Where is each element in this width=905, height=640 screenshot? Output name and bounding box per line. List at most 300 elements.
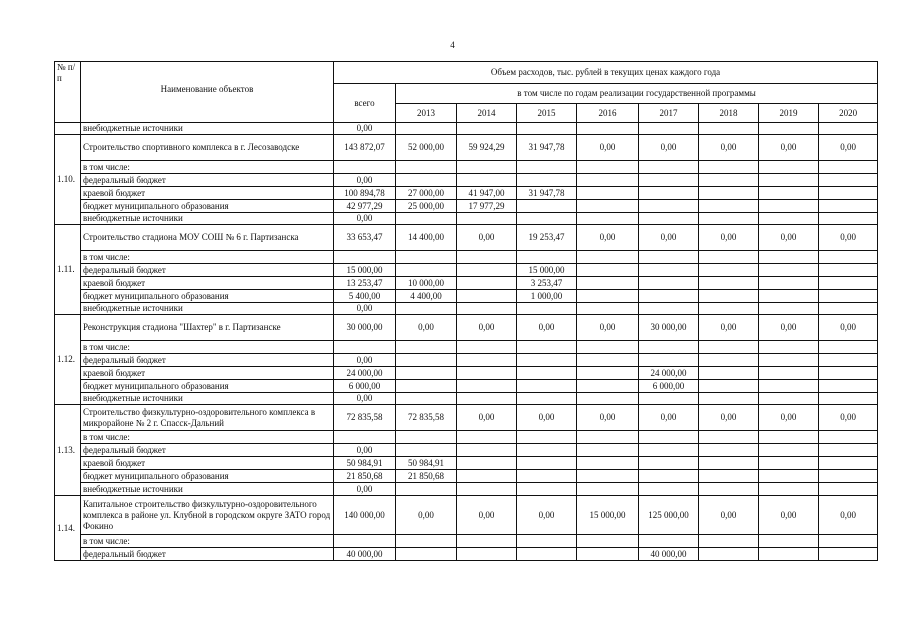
- year-value: [577, 303, 639, 315]
- year-value: [699, 200, 759, 213]
- total-value: 42 977,29: [334, 200, 396, 213]
- total-value: 0,00: [334, 354, 396, 367]
- year-value: 27 000,00: [396, 187, 457, 200]
- sub-row: [55, 354, 878, 367]
- year-value: [396, 393, 457, 405]
- sub-row: [55, 470, 878, 483]
- year-value: 6 000,00: [639, 380, 699, 393]
- year-value: [396, 174, 457, 187]
- year-value: 24 000,00: [639, 367, 699, 380]
- year-header: 2017: [639, 104, 699, 123]
- year-value: [457, 548, 517, 561]
- year-value: 0,00: [699, 225, 759, 251]
- year-value: 0,00: [639, 405, 699, 431]
- sub-row: [55, 174, 878, 187]
- year-value: [577, 393, 639, 405]
- year-value: [457, 277, 517, 290]
- year-value: [639, 470, 699, 483]
- year-value: 15 000,00: [577, 496, 639, 535]
- year-value: [819, 535, 878, 548]
- table-body: [55, 123, 878, 561]
- year-value: [577, 213, 639, 225]
- year-value: 3 253,47: [517, 277, 577, 290]
- year-header: 2018: [699, 104, 759, 123]
- year-value: [639, 187, 699, 200]
- source-name: в том числе:: [81, 341, 334, 354]
- total-value: 0,00: [334, 393, 396, 405]
- year-value: [699, 174, 759, 187]
- year-value: [457, 367, 517, 380]
- year-value: [457, 470, 517, 483]
- year-value: [396, 535, 457, 548]
- total-value: 0,00: [334, 444, 396, 457]
- year-value: [699, 277, 759, 290]
- year-value: 31 947,78: [517, 187, 577, 200]
- year-value: [396, 380, 457, 393]
- total-value: [334, 251, 396, 264]
- year-value: [457, 444, 517, 457]
- year-value: [517, 354, 577, 367]
- year-value: [396, 341, 457, 354]
- year-value: [517, 341, 577, 354]
- year-value: 72 835,58: [396, 405, 457, 431]
- year-value: [699, 535, 759, 548]
- year-value: [819, 161, 878, 174]
- year-value: [639, 123, 699, 135]
- year-value: [639, 457, 699, 470]
- year-value: [759, 303, 819, 315]
- year-value: [639, 277, 699, 290]
- year-value: [517, 251, 577, 264]
- year-value: 41 947,00: [457, 187, 517, 200]
- year-value: 25 000,00: [396, 200, 457, 213]
- year-value: 14 400,00: [396, 225, 457, 251]
- year-value: [819, 290, 878, 303]
- year-value: 19 253,47: [517, 225, 577, 251]
- year-value: 0,00: [457, 496, 517, 535]
- year-value: [577, 187, 639, 200]
- year-value: [699, 187, 759, 200]
- source-name: федеральный бюджет: [81, 354, 334, 367]
- year-header: 2020: [819, 104, 878, 123]
- year-value: [457, 354, 517, 367]
- item-number: 1.13.: [55, 405, 81, 496]
- year-value: [639, 483, 699, 496]
- year-value: [759, 354, 819, 367]
- year-value: [639, 200, 699, 213]
- total-value: 0,00: [334, 303, 396, 315]
- total-value: [334, 341, 396, 354]
- name-header: Наименование объектов: [81, 62, 334, 123]
- year-value: [577, 354, 639, 367]
- year-value: [819, 457, 878, 470]
- total-value: 13 253,47: [334, 277, 396, 290]
- year-value: 50 984,91: [396, 457, 457, 470]
- year-header: 2016: [577, 104, 639, 123]
- year-value: [639, 354, 699, 367]
- year-value: 0,00: [457, 225, 517, 251]
- total-value: 5 400,00: [334, 290, 396, 303]
- year-value: [699, 303, 759, 315]
- year-value: [699, 290, 759, 303]
- source-name: внебюджетные источники: [81, 213, 334, 225]
- year-value: [457, 174, 517, 187]
- year-value: [699, 431, 759, 444]
- year-value: [639, 174, 699, 187]
- source-name: бюджет муниципального образования: [81, 380, 334, 393]
- year-value: [457, 393, 517, 405]
- year-header: 2015: [517, 104, 577, 123]
- year-value: [517, 470, 577, 483]
- year-value: [759, 251, 819, 264]
- total-value: 0,00: [334, 123, 396, 135]
- year-value: 0,00: [819, 315, 878, 341]
- year-value: [577, 548, 639, 561]
- year-value: [639, 393, 699, 405]
- total-value: 6 000,00: [334, 380, 396, 393]
- year-value: [396, 354, 457, 367]
- source-name: в том числе:: [81, 251, 334, 264]
- year-value: 10 000,00: [396, 277, 457, 290]
- sub-row: [55, 277, 878, 290]
- sub-row: [55, 251, 878, 264]
- year-value: [577, 444, 639, 457]
- budget-table: [54, 61, 878, 561]
- year-value: [517, 393, 577, 405]
- total-value: [334, 431, 396, 444]
- year-value: 0,00: [759, 315, 819, 341]
- year-value: [577, 431, 639, 444]
- total-value: 21 850,68: [334, 470, 396, 483]
- page-number: 4: [450, 40, 455, 50]
- year-value: [457, 213, 517, 225]
- year-value: [639, 251, 699, 264]
- year-value: 0,00: [819, 405, 878, 431]
- year-value: [396, 431, 457, 444]
- sub-row: [55, 290, 878, 303]
- source-name: бюджет муниципального образования: [81, 200, 334, 213]
- item-name: Строительство физкультурно-оздоровительного комплекса в микрорайоне № 2 г. Спасск-Дальний: [81, 405, 334, 431]
- year-value: 52 000,00: [396, 135, 457, 161]
- source-name: внебюджетные источники: [81, 123, 334, 135]
- year-value: [577, 380, 639, 393]
- year-value: [819, 251, 878, 264]
- year-value: 4 400,00: [396, 290, 457, 303]
- year-value: 0,00: [819, 135, 878, 161]
- item-number: 1.14.: [55, 496, 81, 561]
- year-value: [759, 470, 819, 483]
- year-value: 0,00: [457, 405, 517, 431]
- year-value: [819, 123, 878, 135]
- year-value: [699, 483, 759, 496]
- year-value: 1 000,00: [517, 290, 577, 303]
- year-header: 2019: [759, 104, 819, 123]
- year-value: [759, 393, 819, 405]
- year-value: [699, 213, 759, 225]
- year-value: [577, 367, 639, 380]
- year-value: [639, 444, 699, 457]
- year-value: [819, 393, 878, 405]
- year-value: [819, 548, 878, 561]
- sub-row: [55, 431, 878, 444]
- year-value: [759, 213, 819, 225]
- year-value: [819, 444, 878, 457]
- year-value: 0,00: [759, 225, 819, 251]
- year-value: [759, 277, 819, 290]
- year-value: [517, 535, 577, 548]
- by-years-header: в том числе по годам реализации государственной программы: [396, 84, 878, 104]
- year-value: 59 924,29: [457, 135, 517, 161]
- year-value: 0,00: [396, 496, 457, 535]
- year-value: [819, 174, 878, 187]
- year-value: [699, 341, 759, 354]
- year-value: 31 947,78: [517, 135, 577, 161]
- source-name: краевой бюджет: [81, 277, 334, 290]
- sub-row: [55, 393, 878, 405]
- year-value: 40 000,00: [639, 548, 699, 561]
- sub-row: [55, 303, 878, 315]
- year-value: [819, 187, 878, 200]
- year-value: [759, 367, 819, 380]
- source-name: федеральный бюджет: [81, 174, 334, 187]
- year-value: [517, 548, 577, 561]
- year-value: [457, 431, 517, 444]
- item-number-empty: [55, 123, 81, 135]
- year-value: 0,00: [517, 405, 577, 431]
- total-value: 72 835,58: [334, 405, 396, 431]
- year-value: [699, 548, 759, 561]
- year-value: 0,00: [699, 135, 759, 161]
- source-name: внебюджетные источники: [81, 303, 334, 315]
- year-value: 0,00: [577, 315, 639, 341]
- year-value: [759, 483, 819, 496]
- sub-row: [55, 483, 878, 496]
- year-value: [457, 303, 517, 315]
- year-value: [699, 161, 759, 174]
- year-value: [819, 341, 878, 354]
- item-row: [55, 135, 878, 161]
- year-value: 0,00: [457, 315, 517, 341]
- year-value: [577, 174, 639, 187]
- year-value: [517, 380, 577, 393]
- item-number: 1.10.: [55, 135, 81, 225]
- year-value: [457, 483, 517, 496]
- year-value: [517, 367, 577, 380]
- year-value: [396, 213, 457, 225]
- year-value: 0,00: [759, 405, 819, 431]
- year-value: [639, 161, 699, 174]
- year-value: [457, 264, 517, 277]
- year-value: [759, 290, 819, 303]
- year-value: 0,00: [577, 135, 639, 161]
- year-value: 0,00: [639, 225, 699, 251]
- year-value: [577, 470, 639, 483]
- year-value: 0,00: [699, 405, 759, 431]
- item-row: [55, 405, 878, 431]
- total-value: 33 653,47: [334, 225, 396, 251]
- year-value: [396, 367, 457, 380]
- year-value: [396, 161, 457, 174]
- year-header: 2014: [457, 104, 517, 123]
- year-value: [759, 123, 819, 135]
- year-value: [819, 380, 878, 393]
- year-value: [577, 341, 639, 354]
- total-value: 30 000,00: [334, 315, 396, 341]
- year-value: [699, 251, 759, 264]
- year-value: 0,00: [577, 405, 639, 431]
- year-value: [457, 251, 517, 264]
- year-value: [699, 123, 759, 135]
- year-value: [819, 200, 878, 213]
- year-value: 21 850,68: [396, 470, 457, 483]
- year-value: [577, 200, 639, 213]
- year-value: [699, 444, 759, 457]
- total-value: 0,00: [334, 213, 396, 225]
- year-value: [699, 470, 759, 483]
- sub-row: [55, 444, 878, 457]
- year-value: [396, 444, 457, 457]
- item-row: [55, 225, 878, 251]
- item-name: Строительство стадиона МОУ СОШ № 6 г. Партизанска: [81, 225, 334, 251]
- source-name: внебюджетные источники: [81, 393, 334, 405]
- year-value: 0,00: [819, 496, 878, 535]
- volume-header: Объем расходов, тыс. рублей в текущих ценах каждого года: [334, 62, 878, 84]
- year-value: [517, 213, 577, 225]
- year-value: [819, 264, 878, 277]
- year-value: [699, 354, 759, 367]
- year-value: 0,00: [639, 135, 699, 161]
- source-name: в том числе:: [81, 161, 334, 174]
- year-value: [517, 303, 577, 315]
- year-value: 0,00: [577, 225, 639, 251]
- year-value: [457, 535, 517, 548]
- total-value: 0,00: [334, 483, 396, 496]
- year-value: [639, 213, 699, 225]
- source-name: бюджет муниципального образования: [81, 290, 334, 303]
- total-value: 140 000,00: [334, 496, 396, 535]
- year-value: [457, 457, 517, 470]
- source-name: в том числе:: [81, 535, 334, 548]
- year-value: [639, 303, 699, 315]
- total-value: 24 000,00: [334, 367, 396, 380]
- year-value: [759, 457, 819, 470]
- sub-row: [55, 341, 878, 354]
- year-value: [577, 277, 639, 290]
- sub-row: [55, 161, 878, 174]
- year-value: [517, 161, 577, 174]
- year-value: [819, 213, 878, 225]
- year-value: [639, 431, 699, 444]
- source-name: бюджет муниципального образования: [81, 470, 334, 483]
- sub-row: [55, 367, 878, 380]
- year-value: [819, 483, 878, 496]
- year-value: 0,00: [699, 315, 759, 341]
- year-value: [699, 393, 759, 405]
- year-value: [517, 431, 577, 444]
- year-value: [759, 264, 819, 277]
- total-value: 0,00: [334, 174, 396, 187]
- year-value: [396, 303, 457, 315]
- year-value: [699, 457, 759, 470]
- year-value: [396, 548, 457, 561]
- year-value: [759, 187, 819, 200]
- year-value: [819, 367, 878, 380]
- year-value: [517, 444, 577, 457]
- source-name: федеральный бюджет: [81, 444, 334, 457]
- source-name: краевой бюджет: [81, 187, 334, 200]
- total-value: 15 000,00: [334, 264, 396, 277]
- sub-row: [55, 264, 878, 277]
- year-value: [819, 277, 878, 290]
- year-value: [517, 483, 577, 496]
- num-header: № п/п: [55, 62, 81, 123]
- year-value: [577, 123, 639, 135]
- source-name: федеральный бюджет: [81, 264, 334, 277]
- year-value: [396, 251, 457, 264]
- year-value: [639, 290, 699, 303]
- year-value: [699, 264, 759, 277]
- year-value: [819, 431, 878, 444]
- year-value: [577, 251, 639, 264]
- year-value: [699, 380, 759, 393]
- year-value: [759, 548, 819, 561]
- item-name: Реконструкция стадиона "Шахтер" в г. Партизанске: [81, 315, 334, 341]
- total-value: 50 984,91: [334, 457, 396, 470]
- year-value: [699, 367, 759, 380]
- sub-row: [55, 123, 878, 135]
- sub-row: [55, 187, 878, 200]
- sub-row: [55, 200, 878, 213]
- year-value: [457, 123, 517, 135]
- year-value: [457, 161, 517, 174]
- item-name: Строительство спортивного комплекса в г. Лесозаводске: [81, 135, 334, 161]
- year-value: 125 000,00: [639, 496, 699, 535]
- year-value: [517, 174, 577, 187]
- year-header: 2013: [396, 104, 457, 123]
- year-value: 0,00: [759, 135, 819, 161]
- year-value: [759, 174, 819, 187]
- year-value: [517, 200, 577, 213]
- year-value: [517, 457, 577, 470]
- year-value: [577, 264, 639, 277]
- year-value: [819, 303, 878, 315]
- year-value: 0,00: [517, 496, 577, 535]
- year-value: [396, 483, 457, 496]
- total-value: 40 000,00: [334, 548, 396, 561]
- year-value: [577, 290, 639, 303]
- year-value: [639, 264, 699, 277]
- item-row: [55, 496, 878, 535]
- year-value: [517, 123, 577, 135]
- year-value: 30 000,00: [639, 315, 699, 341]
- year-value: [819, 354, 878, 367]
- sub-row: [55, 457, 878, 470]
- year-value: [759, 444, 819, 457]
- year-value: [759, 161, 819, 174]
- year-value: 0,00: [517, 315, 577, 341]
- source-name: краевой бюджет: [81, 367, 334, 380]
- year-value: [759, 380, 819, 393]
- item-number: 1.12.: [55, 315, 81, 405]
- source-name: краевой бюджет: [81, 457, 334, 470]
- item-number: 1.11.: [55, 225, 81, 315]
- total-value: [334, 535, 396, 548]
- year-value: [639, 535, 699, 548]
- sub-row: [55, 213, 878, 225]
- total-header: всего: [334, 84, 396, 123]
- year-value: [457, 290, 517, 303]
- year-value: [759, 431, 819, 444]
